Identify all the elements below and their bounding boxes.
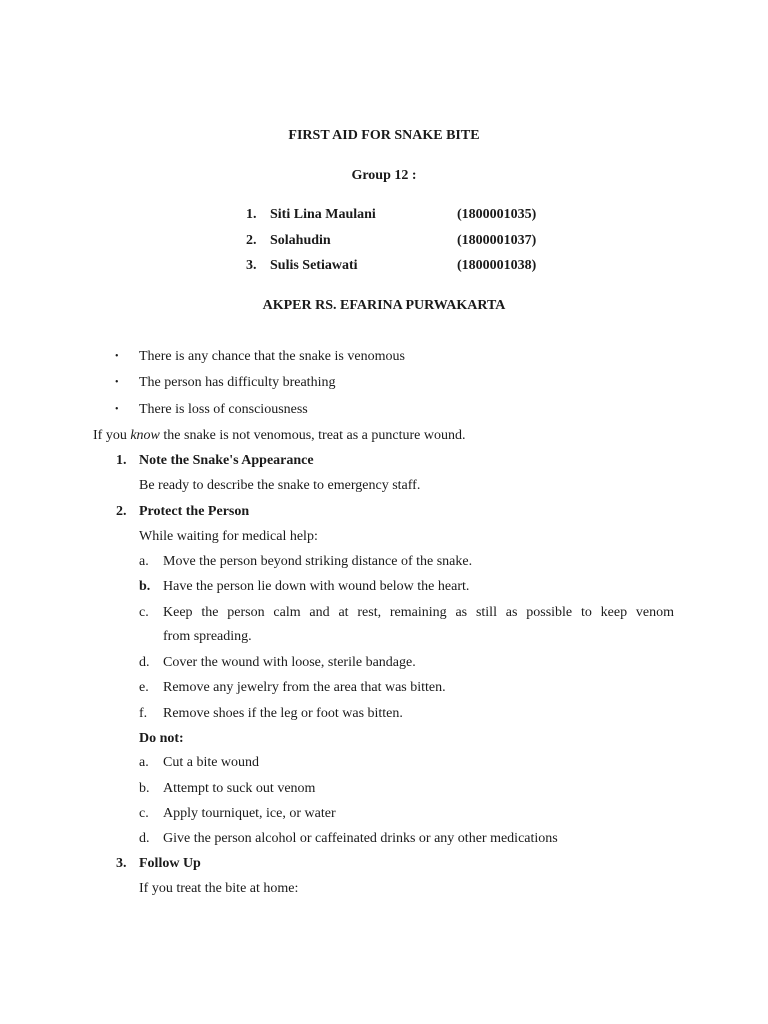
- section-title: Follow Up: [139, 856, 201, 871]
- section-title: Note the Snake's Appearance: [139, 453, 314, 468]
- bullet-item: There is loss of consciousness: [139, 402, 308, 417]
- institution-name: AKPER RS. EFARINA PURWAKARTA: [262, 298, 506, 313]
- member-number: 1.: [246, 207, 257, 222]
- donot-item: Apply tourniquet, ice, or water: [163, 806, 336, 821]
- donot-item: Cut a bite wound: [163, 755, 260, 770]
- item-letter: b.: [139, 781, 150, 796]
- document-title: FIRST AID FOR SNAKE BITE: [288, 128, 480, 143]
- member-id: (1800001035): [457, 207, 537, 222]
- bullet-item: The person has difficulty breathing: [139, 375, 336, 390]
- list-item: Have the person lie down with wound below the heart.: [163, 579, 470, 594]
- member-name: Solahudin: [270, 233, 331, 248]
- item-letter: a.: [139, 755, 149, 770]
- member-number: 3.: [246, 258, 257, 273]
- list-item: Cover the wound with loose, sterile bandage.: [163, 655, 416, 670]
- member-name: Sulis Setiawati: [270, 258, 358, 273]
- bullet-icon: •: [115, 351, 119, 362]
- donot-heading: Do not:: [139, 731, 184, 746]
- bullet-icon: •: [115, 404, 119, 415]
- list-item: Remove any jewelry from the area that was bitten.: [163, 680, 446, 695]
- member-id: (1800001037): [457, 233, 537, 248]
- item-letter: c.: [139, 605, 149, 620]
- intro-text: If you: [93, 428, 131, 443]
- member-id: (1800001038): [457, 258, 537, 273]
- list-item: Move the person beyond striking distance of the snake.: [163, 554, 473, 569]
- list-item: Remove shoes if the leg or foot was bitten.: [163, 706, 403, 721]
- item-letter: c.: [139, 806, 149, 821]
- section-title: Protect the Person: [139, 504, 250, 519]
- item-letter: a.: [139, 554, 149, 569]
- section-text: While waiting for medical help:: [139, 529, 318, 544]
- member-name: Siti Lina Maulani: [270, 207, 376, 222]
- intro-emphasis: know: [130, 428, 160, 443]
- section-number: 3.: [116, 856, 127, 871]
- group-label: Group 12 :: [351, 168, 417, 183]
- list-item-continuation: from spreading.: [163, 629, 252, 644]
- list-item: Keep the person calm and at rest, remaining as still as possible to keep venom: [163, 605, 674, 620]
- section-number: 2.: [116, 504, 127, 519]
- bullet-item: There is any chance that the snake is venomous: [139, 349, 405, 364]
- item-letter: d.: [139, 831, 150, 846]
- donot-item: Give the person alcohol or caffeinated drinks or any other medications: [163, 831, 558, 846]
- item-letter: b.: [139, 579, 151, 594]
- section-text: Be ready to describe the snake to emergency staff.: [139, 478, 421, 493]
- intro-paragraph: [93, 427, 465, 445]
- donot-item: Attempt to suck out venom: [163, 781, 316, 796]
- section-text: If you treat the bite at home:: [139, 881, 299, 896]
- intro-text: the snake is not venomous, treat as a puncture wound.: [159, 428, 466, 443]
- bullet-icon: •: [115, 377, 119, 388]
- item-letter: f.: [139, 706, 148, 721]
- item-letter: e.: [139, 680, 149, 695]
- section-number: 1.: [116, 453, 127, 468]
- item-letter: d.: [139, 655, 150, 670]
- member-number: 2.: [246, 233, 257, 248]
